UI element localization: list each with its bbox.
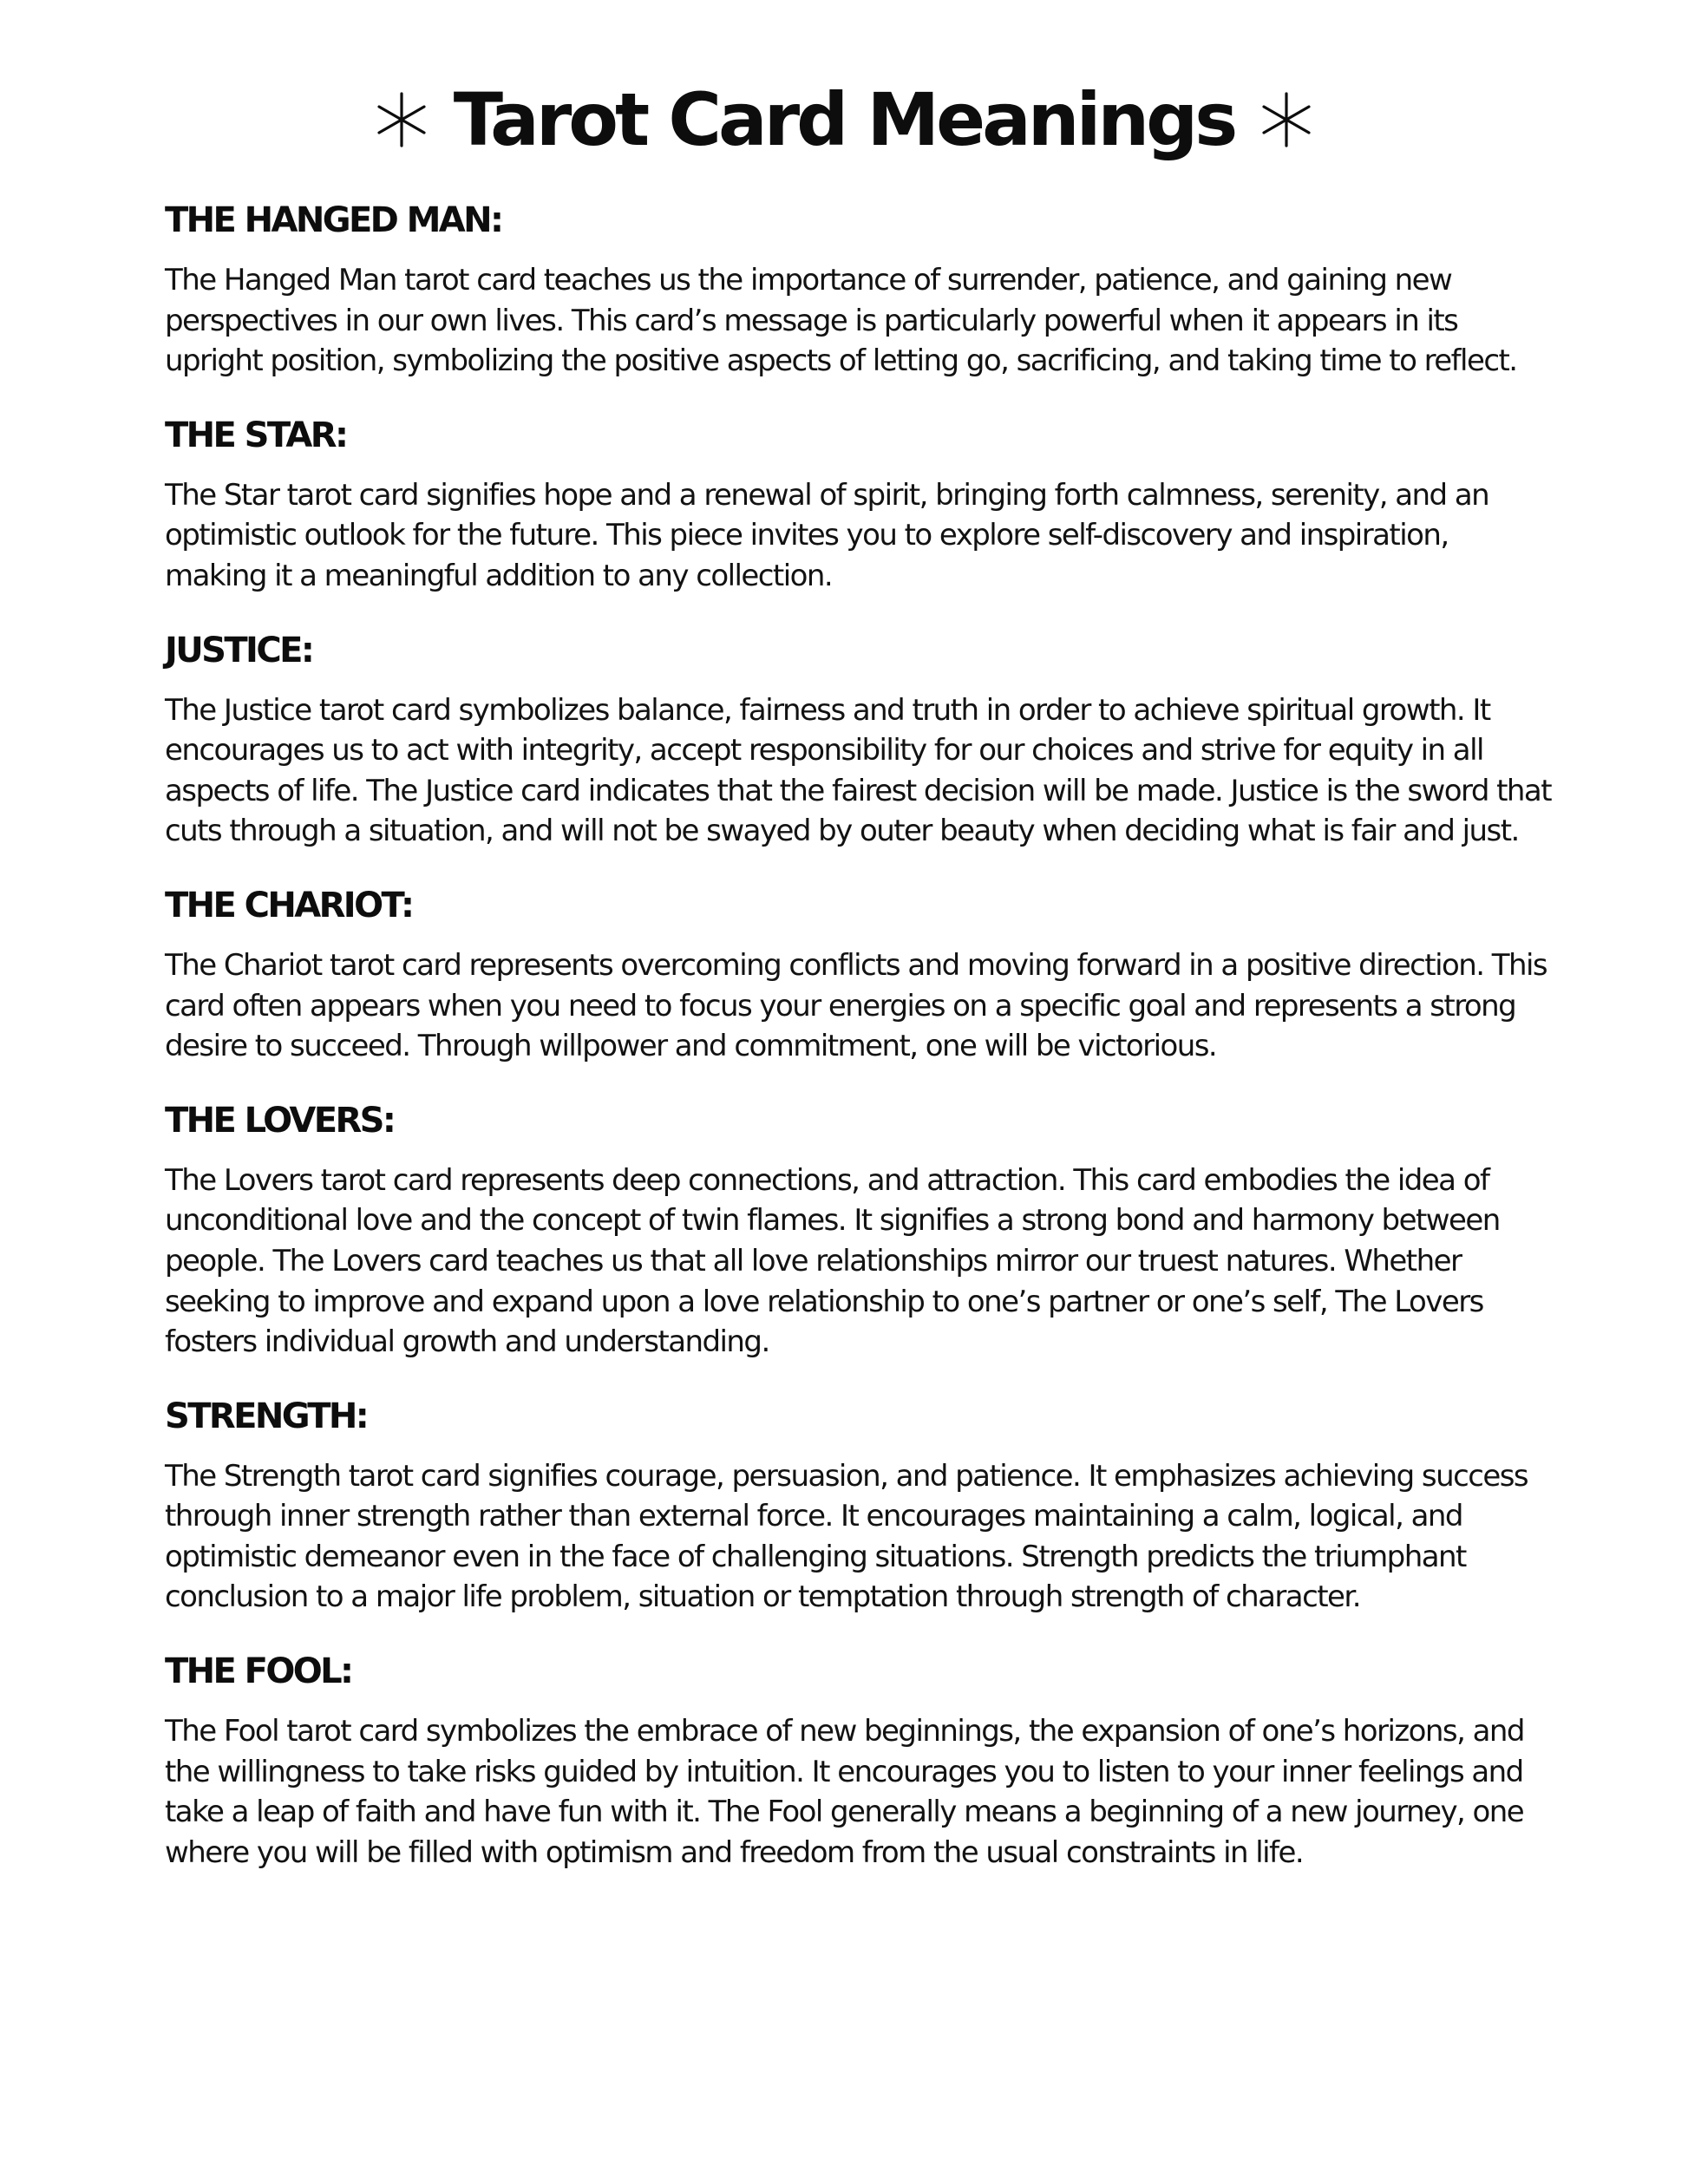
section-justice (165, 628, 1553, 852)
section-hanged-man (165, 198, 1553, 382)
sparkle-star-icon (374, 92, 429, 147)
section-chariot (165, 883, 1553, 1067)
card-meanings-list (165, 198, 1553, 1904)
section-heading: JUSTICE: (165, 630, 313, 670)
sparkle-star-icon (1259, 92, 1314, 147)
section-heading: THE HANGED MAN: (165, 200, 502, 240)
section-body: The Star tarot card signifies hope and a renewal of spirit, bringing forth calmness, serenity, and an optimistic outlook for the future. This piece invites you to explore self-discovery and inspiration, making it a meaningful addition to any collection. (165, 477, 1489, 593)
section-heading: THE LOVERS: (165, 1100, 395, 1141)
section-heading: STRENGTH: (165, 1396, 368, 1436)
section-body: The Fool tarot card symbolizes the embrace of new beginnings, the expansion of one’s horizons, and the willingness to take risks guided by intuition. It encourages you to listen to your inner feelings and take a leap of faith and have fun with it. The Fool generally means a beginning of a new journey, one where you will be filled with optimism and freedom from the usual constraints in life. (165, 1714, 1524, 1870)
page-title: Tarot Card Meanings (453, 77, 1235, 162)
section-fool (165, 1649, 1553, 1873)
section-body: The Hanged Man tarot card teaches us the importance of surrender, patience, and gaining new perspectives in our own lives. This card’s message is particularly powerful when it appears in its upright position, symbolizing the positive aspects of letting go, sacrificing, and taking time to reflect. (165, 263, 1517, 379)
section-body: The Lovers tarot card represents deep connections, and attraction. This card embodies the idea of unconditional love and the concept of twin flames. It signifies a strong bond and harmony between people. The Lovers card teaches us that all love relationships mirror our truest natures. Whether seeking to improve and expand upon a love relationship to one’s partner or one’s self, The Lovers fosters individual growth and understanding. (165, 1162, 1500, 1360)
section-heading: THE FOOL: (165, 1651, 352, 1692)
section-lovers (165, 1098, 1553, 1363)
section-body: The Strength tarot card signifies courage, persuasion, and patience. It emphasizes achieving success through inner strength rather than external force. It encourages maintaining a calm, logical, and optimistic demeanor even in the face of challenging situations. Strength predicts the triumphant conclusion to a major life problem, situation or temptation through strength of character. (165, 1458, 1528, 1615)
section-strength (165, 1394, 1553, 1618)
title-row (0, 68, 1688, 172)
section-star (165, 413, 1553, 597)
section-body: The Justice tarot card symbolizes balance, fairness and truth in order to achieve spiritual growth. It encourages us to act with integrity, accept responsibility for our choices and strive for equity in all aspects of life. The Justice card indicates that the fairest decision will be made. Justice is the sword that cuts through a situation, and will not be swayed by outer beauty when deciding what is fair and just. (165, 692, 1551, 849)
section-heading: THE STAR: (165, 415, 347, 455)
section-heading: THE CHARIOT: (165, 885, 413, 925)
section-body: The Chariot tarot card represents overcoming conflicts and moving forward in a positive direction. This card often appears when you need to focus your energies on a specific goal and represents a strong desire to succeed. Through willpower and commitment, one will be victorious. (165, 947, 1547, 1064)
